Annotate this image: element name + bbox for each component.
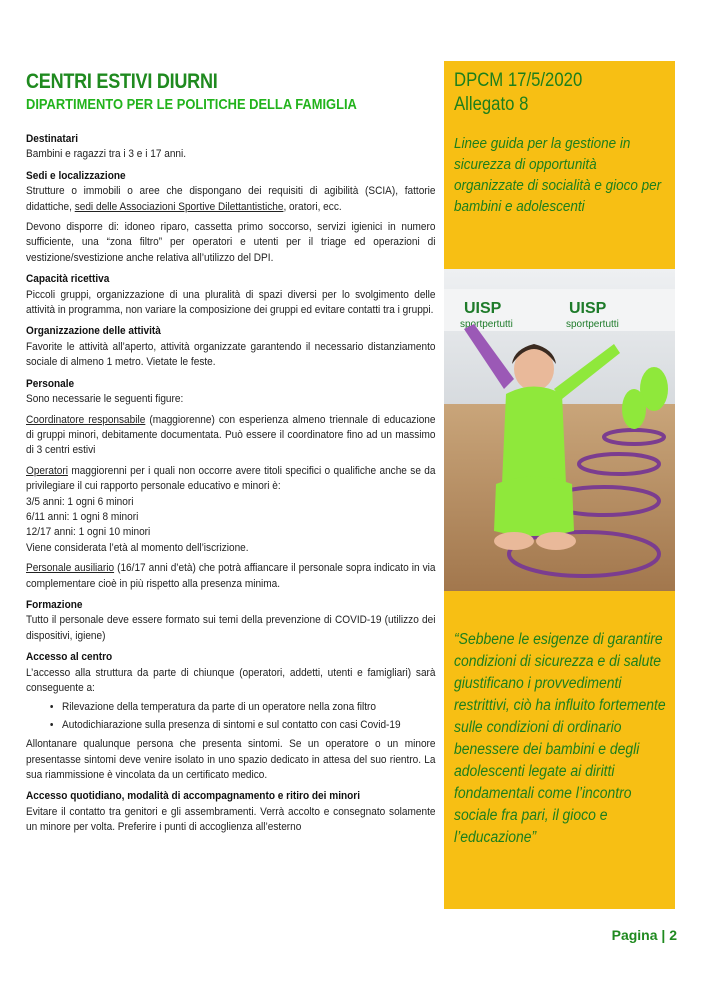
sidebar xyxy=(444,61,675,909)
text-sedi-2: Devono disporre di: idoneo riparo, cassetta primo soccorso, servizi igienici in numero sufficiente, una “zona filtro” per operatori e utenti per il triage ed operazioni di vestizione/svestizione anche relativa all’utilizzo del DPI. xyxy=(26,221,436,264)
link-asd: sedi delle Associazioni Sportive Dilettantistiche xyxy=(74,200,284,213)
sidebar-dpcm: DPCM 17/5/2020 xyxy=(454,70,583,91)
coordinatore-label: Coordinatore responsabile xyxy=(26,413,146,426)
page-title: CENTRI ESTIVI DIURNI xyxy=(26,70,218,93)
heading-destinatari: Destinatari xyxy=(26,133,79,145)
text-destinatari: Bambini e ragazzi tra i 3 e i 17 anni. xyxy=(26,148,187,161)
main-content xyxy=(26,132,436,836)
text-capacita: Piccoli gruppi, organizzazione di una pluralità di spazi diversi per lo svolgimento delle attività in programma, non variare la composizione dei gruppi ed evitare contatti tra i gruppi. xyxy=(26,288,436,317)
operatori-text: maggiorenni per i quali non occorre avere titoli specifici o qualifiche anche se da privilegiare il cui rapporto personale educativo e minori è: xyxy=(26,464,436,493)
heading-organizzazione: Organizzazione delle attività xyxy=(26,325,161,338)
banner-uisp-2: UISP xyxy=(569,300,607,317)
heading-accesso: Accesso al centro xyxy=(26,651,113,664)
ratio-3: 12/17 anni: 1 ogni 10 minori xyxy=(26,526,151,539)
coordinatore-text: (maggiorenne) con esperienza almeno triennale di educazione di gruppi minori, debitamente documentata. Può essere il coordinatore fino ad un massimo di 3 centri estivi xyxy=(26,413,436,457)
ratio-1: 3/5 anni: 1 ogni 6 minori xyxy=(26,495,134,508)
sidebar-intro-quote: Linee guida per la gestione in sicurezza di opportunità organizzate di socialità e gioco per bambini e adolescenti xyxy=(454,135,662,215)
ausiliario-text: (16/17 anni d’età) che potrà affiancare il personale sopra indicato in via complementare cioè in più rispetto alla presenza minima. xyxy=(26,562,436,590)
page-subtitle: DIPARTIMENTO PER LE POLITICHE DELLA FAMIGLIA xyxy=(26,96,357,113)
gymnastics-photo xyxy=(444,269,675,591)
heading-personale: Personale xyxy=(26,377,75,390)
sidebar-quote: “Sebbene le esigenze di garantire condizioni di sicurezza e di salute giustificano i provvedimenti restrittivi, ciò ha influito fortemente sulle condizioni di ordinario benessere dei bambini e degli adolescenti legate ai diritti fondamentali come l’incontro sociale fra pari, il gioco e l’educazione” xyxy=(454,631,666,846)
text-accesso-2: Allontanare qualunque persona che presenta sintomi. Se un operatore o un minore presentasse sintomi deve venire isolato in uno spazio dedicato in attesa del suo rientro. La sua riammissione è vincolata da un certificato medico. xyxy=(26,738,436,782)
sidebar-allegato: Allegato 8 xyxy=(454,94,529,115)
heading-capacita: Capacità ricettiva xyxy=(26,273,110,286)
list-item: • Rilevazione della temperatura da parte di un operatore nella zona filtro xyxy=(62,700,436,715)
text-coordinatore xyxy=(26,413,436,459)
operatori-label: Operatori xyxy=(26,464,68,477)
accesso-list xyxy=(26,700,436,733)
header xyxy=(26,70,436,114)
heading-sedi: Sedi e localizzazione xyxy=(26,169,126,182)
ratio-2: 6/11 anni: 1 ogni 8 minori xyxy=(26,510,139,523)
ratio-note: Viene considerata l’età al momento dell’iscrizione. xyxy=(26,541,249,554)
text-accesso: L’accesso alla struttura da parte di chiunque (operatori, addetti, utenti e famigliari) sarà conseguente a: xyxy=(26,666,436,694)
text-sedi-b: , oratori, ecc. xyxy=(283,200,342,213)
text-sedi-a: Strutture o immobili o aree che dispongano dei requisiti di agibilità (SCIA), fattorie didattiche, xyxy=(26,185,436,213)
page-number: Pagina | 2 xyxy=(611,927,677,943)
heading-quotidiano: Accesso quotidiano, modalità di accompagnamento e ritiro dei minori xyxy=(26,790,361,803)
ausiliario-label: Personale ausiliario xyxy=(26,562,115,575)
text-ausiliario xyxy=(26,561,436,592)
banner-sub-1: sportpertutti xyxy=(460,319,513,330)
list-item: • Autodichiarazione sulla presenza di sintomi e sul contatto con casi Covid-19 xyxy=(62,718,436,733)
text-quotidiano: Evitare il contatto tra genitori e gli assembramenti. Verrà accolto e consegnato solamente un minore per volta. Preferire i punti di accoglienza all’esterno xyxy=(26,805,436,834)
heading-formazione: Formazione xyxy=(26,598,83,611)
text-personale-intro: Sono necessarie le seguenti figure: xyxy=(26,393,184,406)
banner-uisp-1: UISP xyxy=(464,300,502,317)
text-operatori xyxy=(26,464,436,495)
banner-sub-2: sportpertutti xyxy=(566,319,619,330)
text-formazione: Tutto il personale deve essere formato sui temi della prevenzione di COVID-19 (utilizzo dei dispositivi, igiene) xyxy=(26,614,436,642)
text-sedi xyxy=(26,184,436,215)
text-organizzazione: Favorite le attività all’aperto, attività organizzate garantendo il necessario distanziamento sociale di almeno 1 metro. Vietate le feste. xyxy=(26,340,436,369)
